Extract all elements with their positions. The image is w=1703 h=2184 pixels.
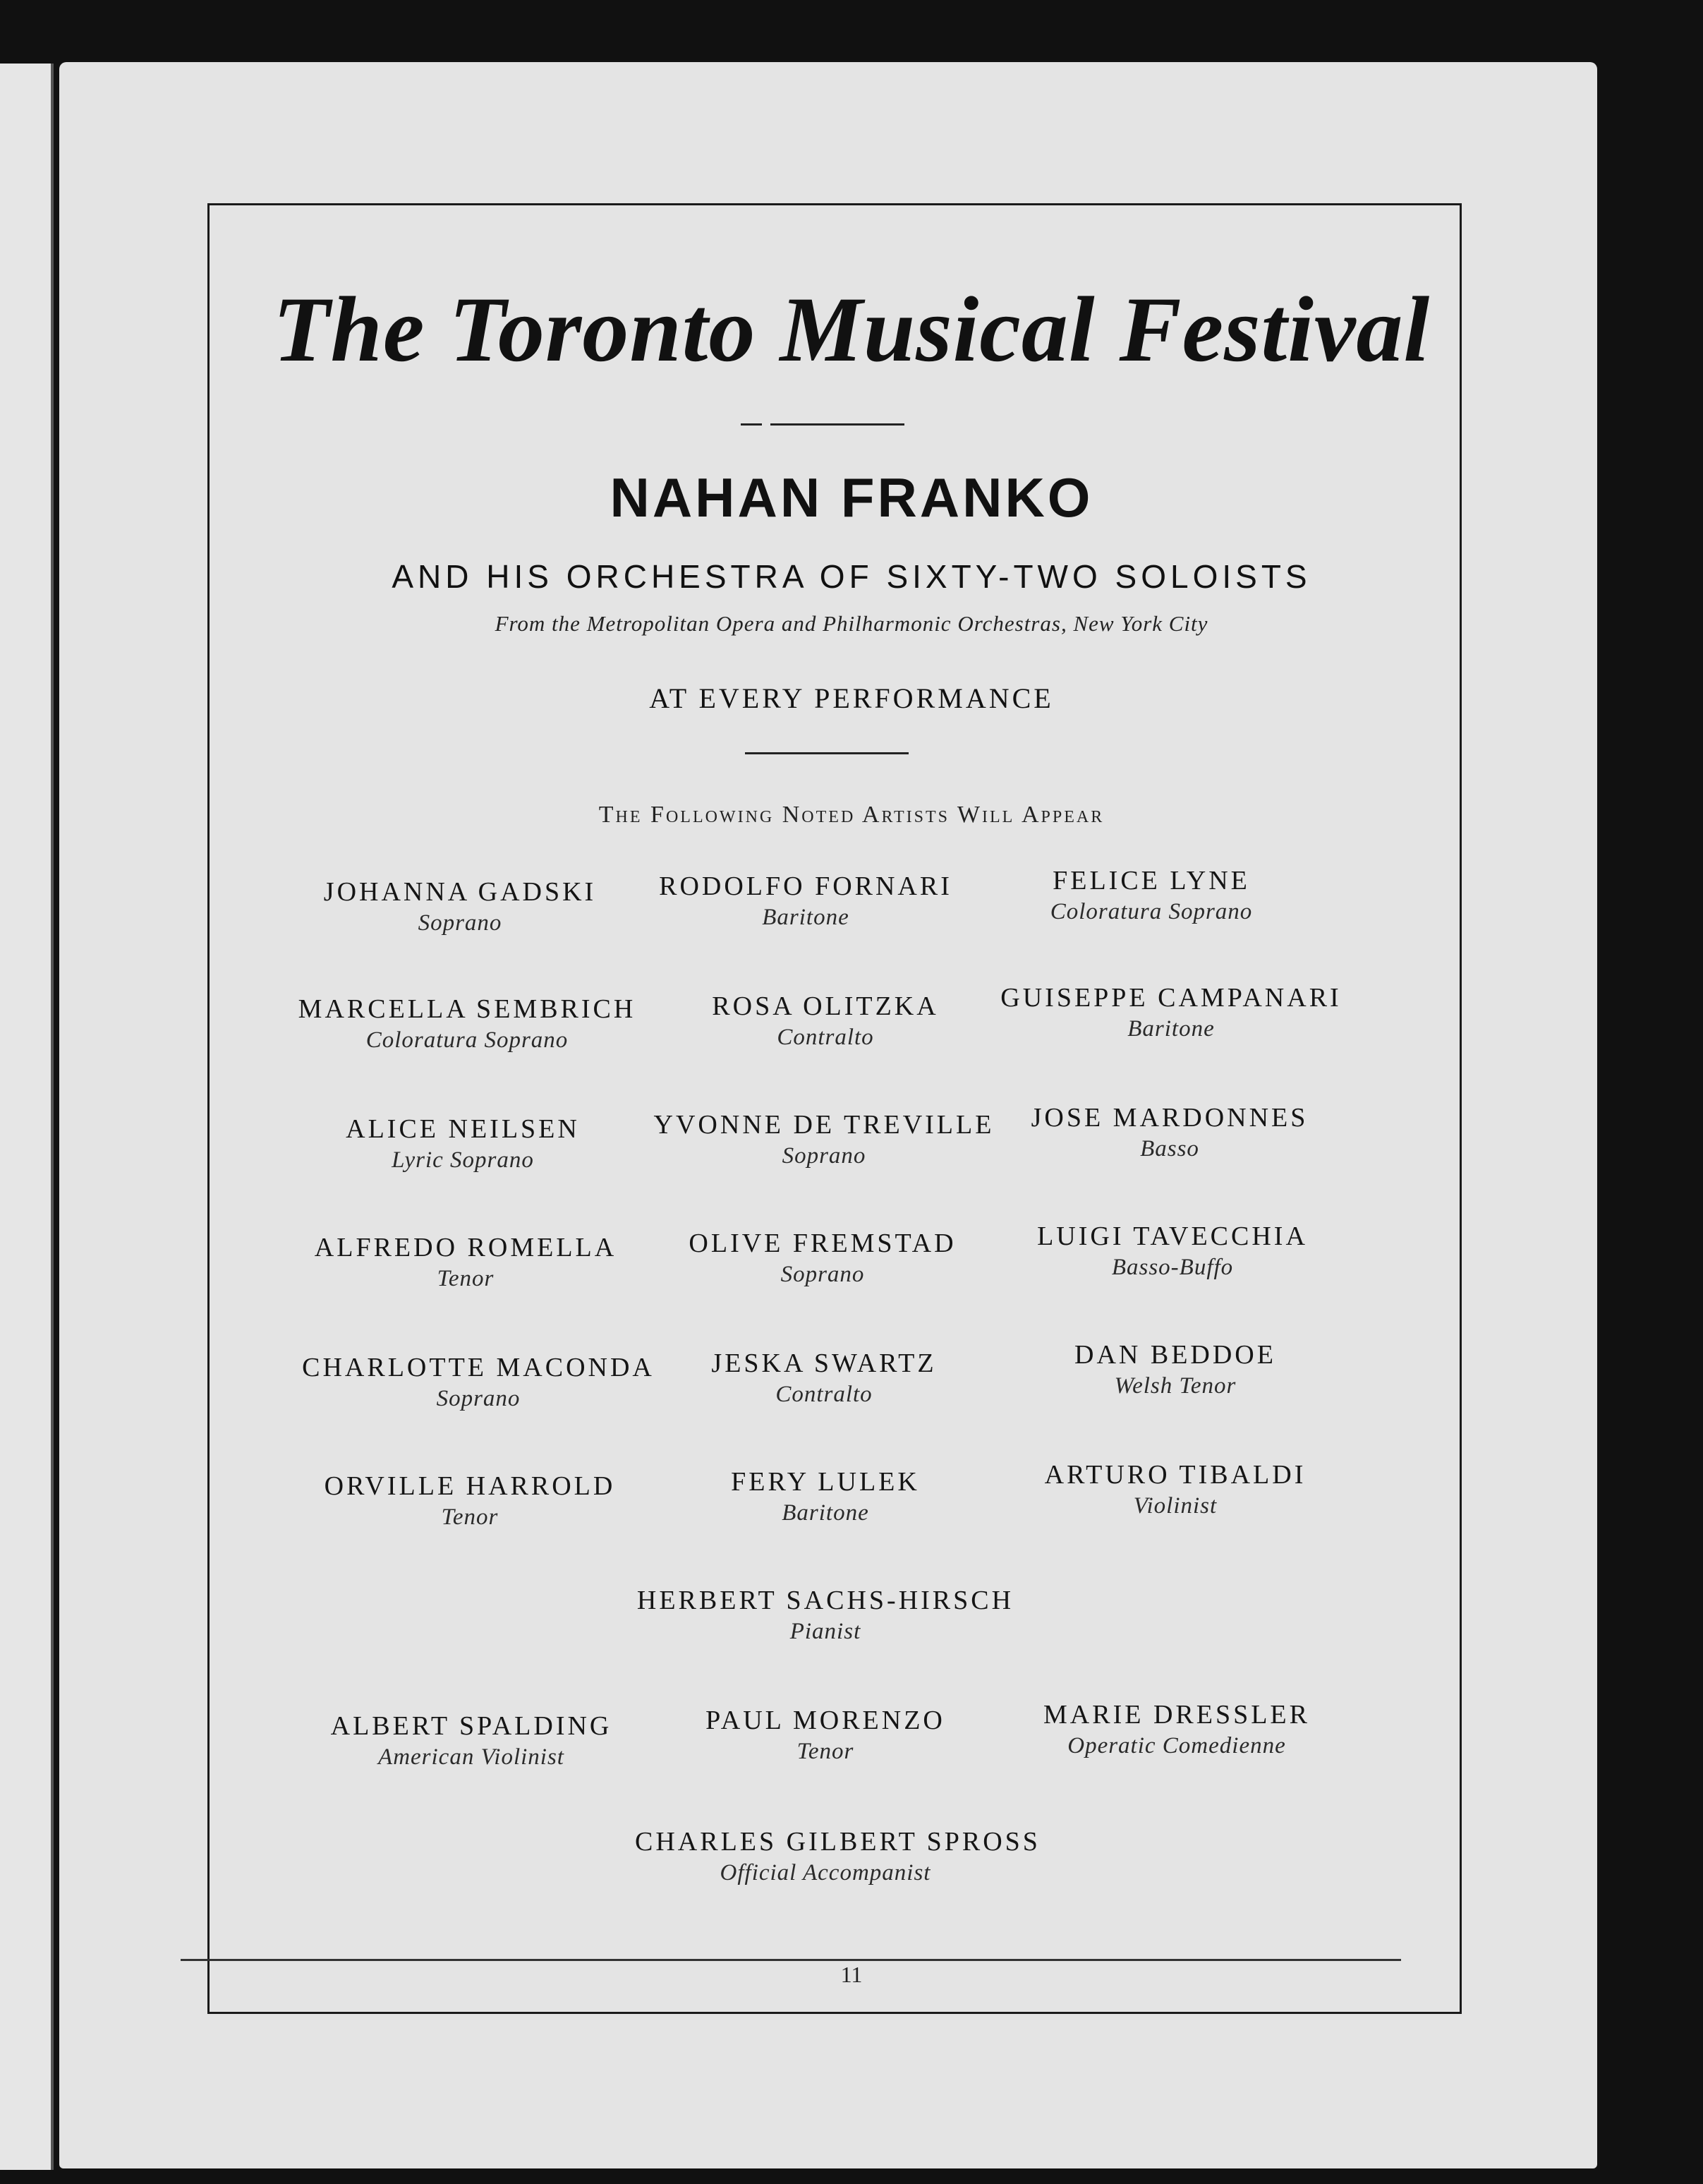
artist-role: Tenor xyxy=(441,1504,499,1530)
artist-role: Welsh Tenor xyxy=(1114,1373,1237,1399)
artist-entry xyxy=(272,1114,653,1174)
artist-entry xyxy=(982,1221,1363,1281)
artist-role: Contralto xyxy=(775,1382,873,1407)
artist-entry xyxy=(275,1232,656,1292)
artist-role: Baritone xyxy=(782,1500,869,1526)
artist-entry xyxy=(961,865,1342,925)
artist-entry xyxy=(634,1348,1014,1408)
page-number: 11 xyxy=(840,1962,863,1987)
artist-role: Tenor xyxy=(437,1266,495,1291)
artist-name: ALBERT SPALDING xyxy=(330,1711,612,1741)
artist-name: DAN BEDDOE xyxy=(1074,1340,1276,1370)
artist-name: FERY LULEK xyxy=(731,1467,920,1497)
artist-entry xyxy=(635,1826,1041,1886)
conductor-name: NAHAN FRANKO xyxy=(610,466,1093,529)
artist-entry xyxy=(986,1699,1367,1759)
artist-entry xyxy=(985,1339,1366,1399)
artist-name: OLIVE FREMSTAD xyxy=(689,1229,957,1258)
orchestra-line: AND HIS ORCHESTRA OF SIXTY-TWO SOLOISTS xyxy=(392,558,1311,595)
artist-entry xyxy=(277,994,657,1054)
artist-role: Tenor xyxy=(796,1739,854,1764)
artist-name: FELICE LYNE xyxy=(1053,866,1250,895)
artist-entry xyxy=(979,1102,1360,1162)
artist-role: Basso-Buffo xyxy=(1111,1255,1234,1280)
artist-entry xyxy=(632,1228,1013,1288)
artist-entry xyxy=(615,871,996,931)
artist-entry xyxy=(279,1471,660,1531)
artist-entry xyxy=(635,1466,1016,1526)
artist-role: Coloratura Soprano xyxy=(365,1027,569,1053)
artist-entry xyxy=(281,1711,662,1770)
artist-name: MARIE DRESSLER xyxy=(1043,1700,1310,1730)
title-rule xyxy=(770,423,904,426)
artist-role: Soprano xyxy=(436,1386,521,1411)
artist-role: Coloratura Soprano xyxy=(1050,899,1253,924)
artist-role: Operatic Comedienne xyxy=(1067,1733,1286,1758)
artist-name: PAUL MORENZO xyxy=(705,1706,945,1735)
artist-name: CHARLOTTE MACONDA xyxy=(302,1353,655,1382)
section-rule xyxy=(745,752,909,754)
artist-role: Soprano xyxy=(780,1262,865,1287)
artist-name: ALFREDO ROMELLA xyxy=(314,1233,617,1262)
artist-name: YVONNE DE TREVILLE xyxy=(653,1110,995,1140)
artist-role: Baritone xyxy=(762,905,849,930)
artist-entry xyxy=(269,876,650,936)
artist-role: Soprano xyxy=(782,1143,866,1169)
artist-role: American Violinist xyxy=(378,1744,564,1770)
artist-role: Violinist xyxy=(1133,1493,1218,1519)
artist-entry xyxy=(985,1459,1366,1519)
artist-entry xyxy=(635,991,1016,1051)
artist-name: CHARLES GILBERT SPROSS xyxy=(635,1827,1041,1857)
artist-entry xyxy=(288,1352,669,1412)
festival-title: The Toronto Musical Festival xyxy=(272,277,1431,381)
artist-entry xyxy=(635,1585,1016,1645)
artist-name: ROSA OLITZKA xyxy=(712,991,939,1021)
artist-entry xyxy=(981,982,1362,1042)
every-performance: AT EVERY PERFORMANCE xyxy=(649,682,1054,714)
artist-role: Soprano xyxy=(418,910,502,936)
artist-name: GUISEPPE CAMPANARI xyxy=(1000,983,1342,1013)
artist-name: MARCELLA SEMBRICH xyxy=(298,994,636,1024)
artist-name: ARTURO TIBALDI xyxy=(1044,1460,1307,1490)
artist-name: ALICE NEILSEN xyxy=(346,1114,580,1144)
artist-name: HERBERT SACHS-HIRSCH xyxy=(636,1586,1014,1615)
artist-name: JOSE MARDONNES xyxy=(1031,1103,1309,1133)
artist-role: Contralto xyxy=(777,1025,874,1050)
artist-name: LUIGI TAVECCHIA xyxy=(1037,1221,1308,1251)
artist-name: JOHANNA GADSKI xyxy=(323,877,597,907)
artist-name: ORVILLE HARROLD xyxy=(324,1471,616,1501)
artist-role: Pianist xyxy=(789,1619,861,1644)
artist-name: RODOLFO FORNARI xyxy=(659,871,952,901)
artist-role: Lyric Soprano xyxy=(392,1147,534,1173)
ornament-dash xyxy=(741,423,762,426)
bottom-rule xyxy=(181,1959,1401,1961)
artist-name: JESKA SWARTZ xyxy=(711,1349,937,1378)
artist-role: Baritone xyxy=(1127,1016,1215,1042)
following-artists-heading: The Following Noted Artists Will Appear xyxy=(598,802,1105,828)
artist-role: Basso xyxy=(1140,1136,1199,1162)
artist-entry xyxy=(634,1109,1014,1169)
from-line: From the Metropolitan Opera and Philharmonic Orchestras, New York City xyxy=(495,611,1208,636)
artist-role: Official Accompanist xyxy=(720,1860,931,1886)
artist-entry xyxy=(635,1705,1016,1765)
